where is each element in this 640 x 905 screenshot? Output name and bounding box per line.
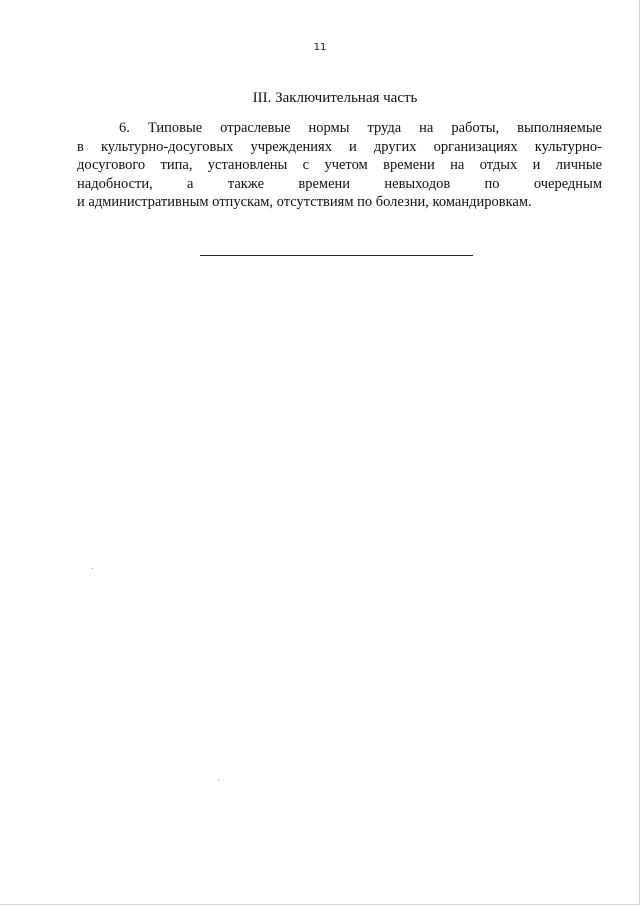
- scan-speck: [92, 568, 93, 569]
- paragraph-line: и административным отпускам, отсутствиям по болезни, командировкам.: [77, 194, 532, 210]
- paragraph-line: досугового типа, установлены с учетом времени на отдых и личные: [77, 157, 602, 173]
- section-title: III. Заключительная часть: [252, 90, 418, 106]
- body-paragraph: [77, 119, 602, 212]
- scan-speck: [218, 780, 219, 781]
- paragraph-line: надобности, а также времени невыходов по очередным: [77, 175, 602, 192]
- page-number: 11: [313, 42, 327, 53]
- paragraph-line: 6. Типовые отраслевые нормы труда на работы, выполняемые: [119, 120, 602, 136]
- separator-line: [200, 255, 473, 256]
- paragraph-line: в культурно-досуговых учреждениях и других организациях культурно-: [77, 138, 602, 155]
